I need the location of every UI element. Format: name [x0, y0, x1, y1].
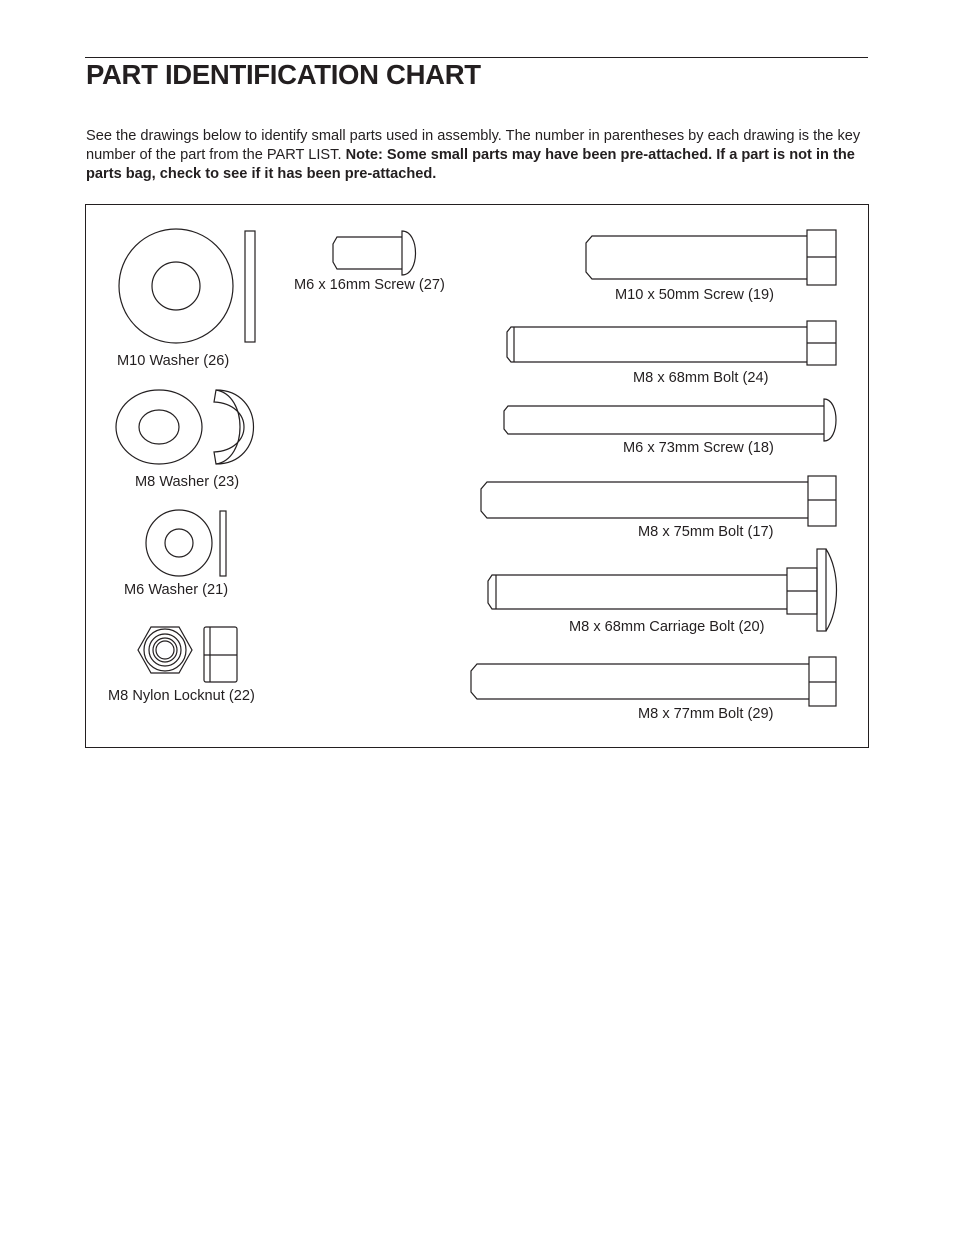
m10-washer-label: M10 Washer (26) — [117, 353, 230, 369]
m6-73mm-screw-drawing — [504, 399, 836, 441]
m8-68mm-bolt-label: M8 x 68mm Bolt (24) — [633, 370, 769, 386]
m8-75mm-bolt-label: M8 x 75mm Bolt (17) — [638, 524, 774, 540]
m6-washer-label: M6 Washer (21) — [124, 582, 229, 598]
m10-50mm-screw-label: M10 x 50mm Screw (19) — [615, 287, 774, 303]
m8-washer-drawing — [116, 390, 254, 464]
m8-77mm-bolt-drawing — [471, 657, 836, 706]
m8-nylon-locknut-label: M8 Nylon Locknut (22) — [108, 688, 255, 704]
m6-16mm-screw-drawing — [333, 231, 416, 275]
m8-washer-label: M8 Washer (23) — [135, 474, 240, 490]
m10-washer-drawing — [119, 229, 255, 343]
intro-plain: See the drawings below to identify small parts used in assembly. The number in parentheses by each drawing is the key number of the part from the PART LIST. — [86, 128, 861, 163]
page-title: PART IDENTIFICATION CHART — [86, 59, 481, 90]
top-rule — [85, 57, 868, 58]
m8-nylon-locknut-drawing — [138, 627, 237, 682]
intro-note: Note: Some small parts may have been pre-attached. If a part is not in the parts bag, check to see if it has been pre-attached. — [86, 147, 855, 182]
m10-50mm-screw-drawing — [586, 230, 836, 285]
m6-16mm-screw-label: M6 x 16mm Screw (27) — [294, 277, 445, 293]
m8-77mm-bolt-label: M8 x 77mm Bolt (29) — [638, 706, 774, 722]
m8-68mm-carriage-bolt-label: M8 x 68mm Carriage Bolt (20) — [569, 619, 765, 635]
m8-68mm-bolt-drawing — [507, 321, 836, 365]
m8-75mm-bolt-drawing — [481, 476, 836, 526]
intro-text — [86, 127, 876, 184]
part-chart — [85, 204, 869, 748]
m6-73mm-screw-label: M6 x 73mm Screw (18) — [623, 440, 774, 456]
m6-washer-drawing — [146, 510, 226, 576]
